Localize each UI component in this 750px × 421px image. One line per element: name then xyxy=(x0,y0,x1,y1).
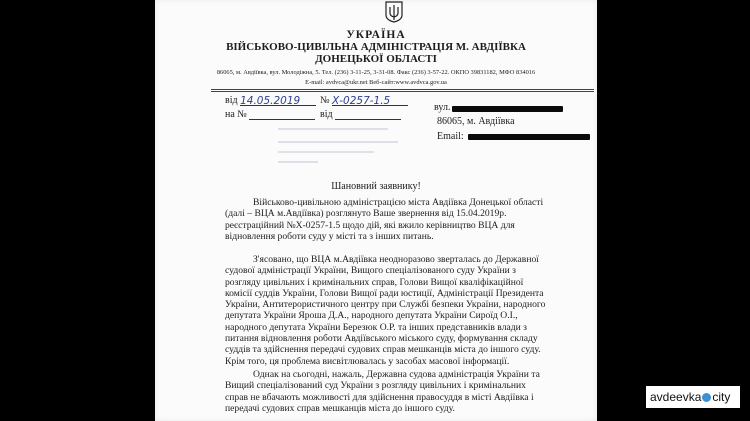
faint-line xyxy=(278,151,374,153)
paragraph-line: суддів та здійснення передачі судових справ мешканців міста до іншого суду. xyxy=(225,344,541,356)
street-line xyxy=(434,102,450,113)
paragraph-line: депутата України Яроша Д.А., народного депутата України Сироїд О.І., xyxy=(225,310,518,322)
from-label: від xyxy=(225,95,238,106)
greeting: Шановний заявнику! xyxy=(331,181,421,192)
org-title-line2: ДОНЕЦЬКОЇ ОБЛАСТІ xyxy=(315,53,437,65)
letter-page xyxy=(155,0,597,421)
org-address: 86065, м. Авдіївка, вул. Молодіжна, 5. Тел. (236) 3-11-25, 3-31-08. Факс (236) 3-57-22. ОКПО 39831182, МФО 834016 xyxy=(216,69,536,76)
faint-line xyxy=(278,141,398,143)
email-label: Email: xyxy=(437,131,464,142)
paragraph-line: питання відновлення роботи Авдіївського міського суду, формування складу xyxy=(225,333,538,345)
number-label: № xyxy=(320,95,330,106)
faint-line xyxy=(278,128,388,130)
coat-of-arms-icon xyxy=(384,1,404,23)
incoming-date-field xyxy=(320,109,401,120)
paragraph-line: Військово-цивільною адміністрацією міста Авдіївка Донецької області xyxy=(253,197,544,208)
paragraph-line: справ не вбачають можливості для здійснення правосуддя в місті Авдіївка і xyxy=(225,391,534,403)
faint-line xyxy=(278,161,318,163)
recipient-city: 86065, м. Авдіївка xyxy=(437,116,515,127)
paragraph-line: (далі – ВЦА м.Авдіївка) розглянуто Ваше звернення від 15.04.2019р. xyxy=(225,208,507,220)
paragraph-line: Однак на сьогодні, нажаль, Державна судова адміністрація України та xyxy=(253,369,540,380)
watermark-logo xyxy=(646,386,740,408)
paragraph-line: Вищий спеціалізований суд України з розгляду цивільних і кримінальних xyxy=(225,380,526,392)
org-contacts: E-mail: avdvca@ukr.net Веб-сайт:www.avdvca.gov.ua xyxy=(305,79,447,86)
paragraph-line: комісії суддів України, Голови Вищої ради юстиції, Адміністрації Президента xyxy=(225,287,544,299)
paragraph-line: народного депутата України Березюк О.Р. та інших представників влади з xyxy=(225,321,527,333)
paragraph-2 xyxy=(225,254,588,367)
country-title: УКРАЇНА xyxy=(346,29,406,41)
org-title-line1: ВІЙСЬКОВО-ЦИВІЛЬНА АДМІНІСТРАЦІЯ М. АВДІЇВКА xyxy=(226,41,526,53)
paragraph-line: передачі судових справ мешканців міста до іншого суду. xyxy=(225,402,455,414)
paragraph-line: розгляду цивільних і кримінальних справ, Голови Вищої кваліфікаційної xyxy=(225,276,524,288)
paragraph-line: Крім того, ця проблема висвітлювалась у засобах масової інформації. xyxy=(225,355,510,367)
incoming-date-label: від xyxy=(320,109,333,120)
paragraph-1 xyxy=(225,197,588,242)
watermark-dot-icon xyxy=(702,393,711,402)
outgoing-number-field xyxy=(320,95,408,106)
outgoing-number-value: Х-0257-1.5 xyxy=(332,95,391,107)
redacted-street xyxy=(452,106,563,112)
incoming-number-label: на № xyxy=(225,109,247,120)
watermark-text-right: city xyxy=(712,390,731,404)
incoming-number-field xyxy=(225,109,315,120)
street-label: вул. xyxy=(434,102,451,113)
paragraph-line: судової адміністрації України, Вищого спеціалізованого суду України з xyxy=(225,265,516,277)
outgoing-date-field xyxy=(225,95,316,106)
email-line xyxy=(437,131,464,142)
paragraph-line: України, Антитерористичного центру при Службі безпеки України, народного xyxy=(225,299,546,311)
watermark-text-left: avdeevka xyxy=(650,390,702,404)
redacted-email xyxy=(468,134,590,140)
paragraph-line: З'ясовано, що ВЦА м.Авдіївка неодноразово зверталась до Державної xyxy=(253,254,539,265)
header-rule-top xyxy=(211,89,594,90)
outgoing-date-value: 14.05.2019 xyxy=(240,95,301,107)
paragraph-line: реєстраційний №Х-0257-1.5 щодо дій, які вжило керівництво ВЦА для xyxy=(225,219,515,231)
paragraph-line: відновлення роботи суду у місті та з інших питань. xyxy=(225,230,434,242)
paragraph-3 xyxy=(225,369,588,414)
header-rule-bottom xyxy=(211,91,594,92)
